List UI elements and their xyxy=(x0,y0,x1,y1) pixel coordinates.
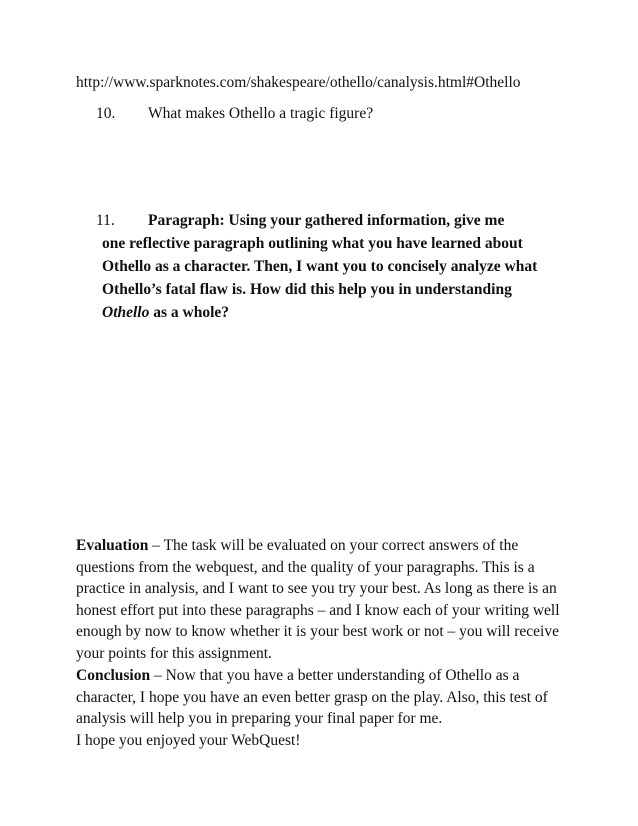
question-11-body-text: one reflective paragraph outlining what you have learned about Othello as a character. Then, I want you to concisely analyze what Othello’s fatal flaw is. How did this help you in understanding xyxy=(102,235,538,298)
evaluation-paragraph xyxy=(76,535,566,664)
evaluation-text: – The task will be evaluated on your correct answers of the questions from the webquest, and the quality of your paragraphs. This is a practice in analysis, and I want to see you try your best. As long as there is an honest effort put into these paragraphs – and I know each of your writing well enough by now to know whether it is your best work or not – you will receive your points for this assignment. xyxy=(76,537,560,662)
conclusion-label: Conclusion xyxy=(76,667,151,684)
evaluation-label: Evaluation xyxy=(76,537,149,554)
question-10-text: What makes Othello a tragic figure? xyxy=(148,105,374,122)
question-10-number: 10. xyxy=(96,105,116,122)
source-url: http://www.sparknotes.com/shakespeare/othello/canalysis.html#Othello xyxy=(76,74,521,91)
question-11-body xyxy=(96,232,556,324)
question-11-number: 11. xyxy=(96,212,115,229)
conclusion-closing: I hope you enjoyed your WebQuest! xyxy=(76,731,301,749)
question-11 xyxy=(96,209,556,324)
question-10 xyxy=(96,105,373,123)
conclusion-text: – Now that you have a better understanding of Othello as a character, I hope you have an even better grasp on the play. Also, this test of analysis will help you in preparing your final paper for me. xyxy=(76,667,548,727)
question-11-title-italic: Othello xyxy=(102,304,150,321)
question-11-first-line: Paragraph: Using your gathered information, give me xyxy=(148,212,505,229)
question-11-body-end: as a whole? xyxy=(149,304,230,321)
conclusion-paragraph xyxy=(76,665,566,751)
